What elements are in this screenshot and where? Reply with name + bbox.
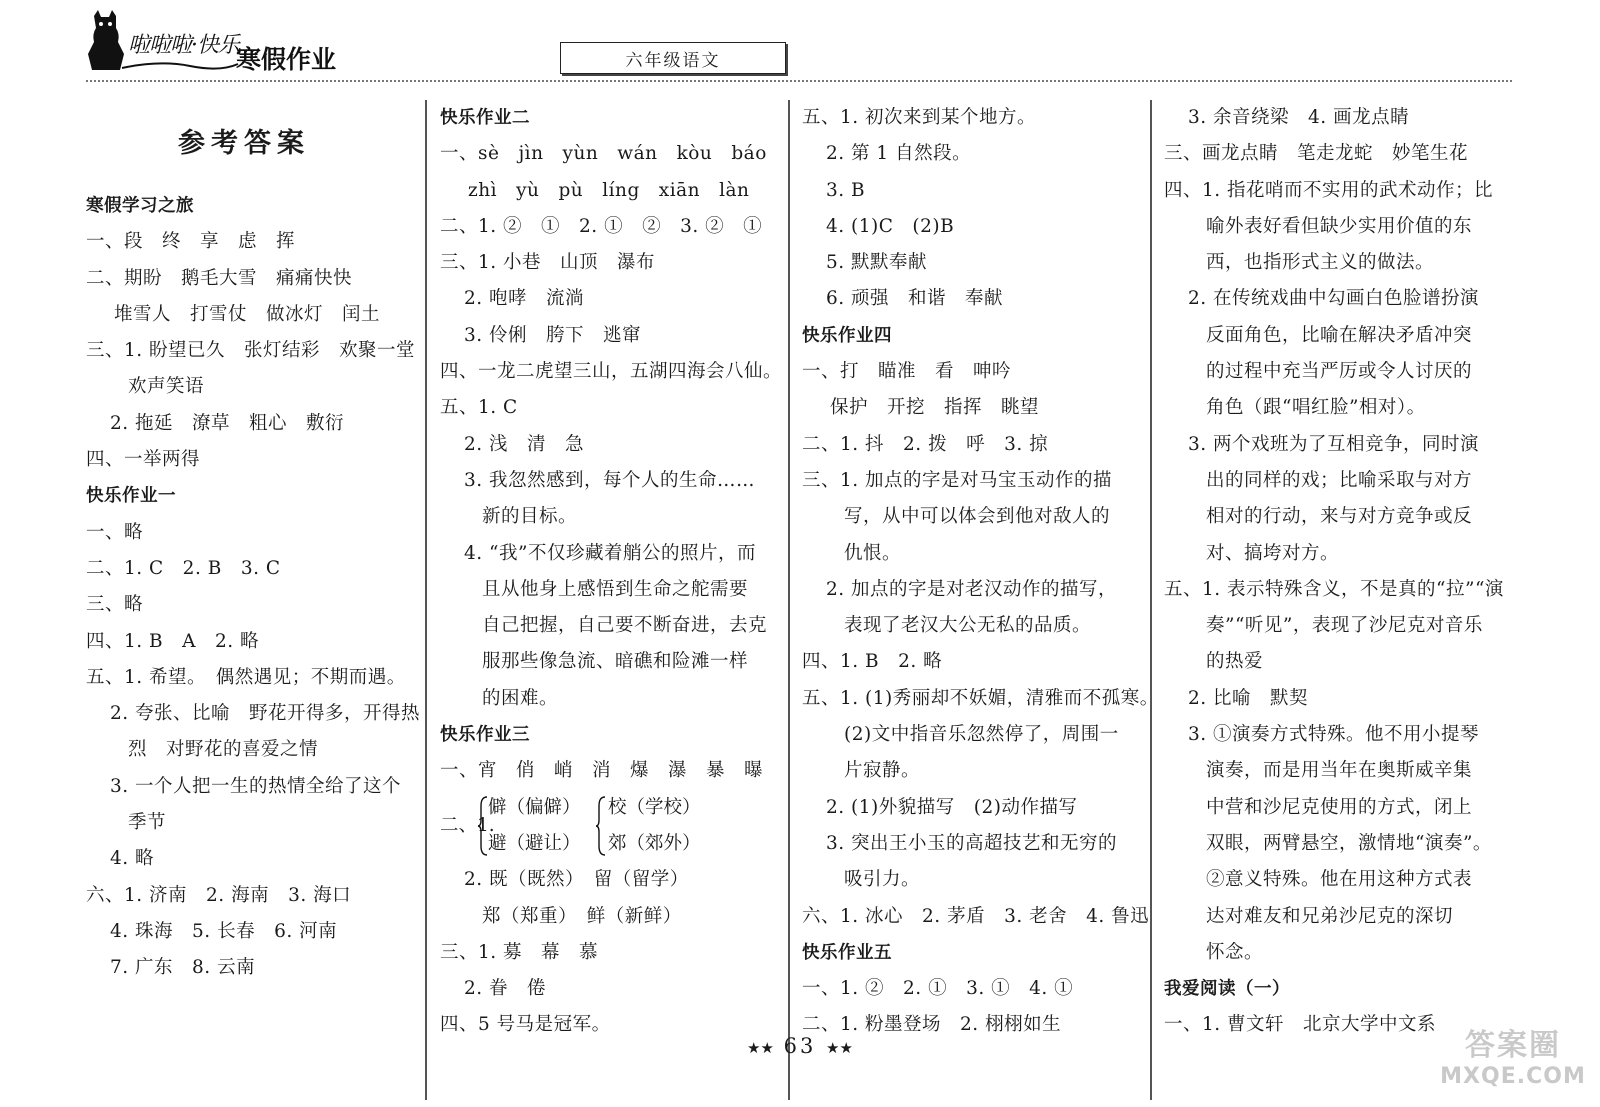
answer-line: 四、一举两得 <box>86 449 201 471</box>
answer-line: 2. 比喻 默契 <box>1188 687 1309 709</box>
answer-line: 一、1. 曹文轩 北京大学中文系 <box>1164 1014 1437 1036</box>
answer-line: 一、sè jìn yùn wán kòu báo <box>440 143 767 165</box>
brace-right-items <box>608 790 701 863</box>
answer-line: 2. 拖延 潦草 粗心 敷衍 <box>110 412 345 434</box>
left-brace-icon <box>478 796 488 856</box>
watermark-title: 答案圈 <box>1465 1028 1561 1063</box>
answer-line: 服那些像急流、暗礁和险滩一样 <box>482 651 749 673</box>
watermark-url: MXQE.COM <box>1440 1064 1586 1089</box>
answer-line: 三、1. 小巷 山顶 瀑布 <box>440 252 656 274</box>
answer-line: 保护 开挖 指挥 眺望 <box>830 397 1040 419</box>
answer-line: 4. 珠海 5. 长春 6. 河南 <box>110 920 338 942</box>
answer-line: 2. 在传统戏曲中勾画白色脸谱扮演 <box>1188 288 1480 310</box>
answer-line: 3. 两个戏班为了互相竞争，同时演 <box>1188 433 1480 455</box>
answer-line: 的过程中充当严厉或令人讨厌的 <box>1206 361 1473 383</box>
answer-line: 一、打 瞄准 看 呻吟 <box>802 361 1012 383</box>
brace-item: 僻（偏僻） <box>488 796 581 818</box>
answer-line: 三、1. 盼望已久 张灯结彩 欢聚一堂 <box>86 340 416 362</box>
answer-line: 出的同样的戏；比喻采取与对方 <box>1206 469 1473 491</box>
answer-line: 四、1. 指花哨而不实用的武术动作；比 <box>1164 179 1494 201</box>
answer-line: 五、1. C <box>440 397 518 419</box>
answer-line: 写，从中可以体会到他对敌人的 <box>844 506 1111 528</box>
answer-line: 奏”“听见”，表现了沙尼克对音乐 <box>1206 615 1483 637</box>
answer-line: 西，也指形式主义的做法。 <box>1206 252 1435 274</box>
answer-line: 2. 夸张、比喻 野花开得多，开得热 <box>110 703 421 725</box>
answer-line: 且从他身上感悟到生命之舵需要 <box>482 578 749 600</box>
answer-line: 5. 默默奉献 <box>826 252 928 274</box>
answer-line: 4. “我”不仅珍藏着艄公的照片，而 <box>464 542 756 564</box>
answer-line: 2. 既（既然） 留（留学） <box>464 869 689 891</box>
section-heading: 快乐作业五 <box>802 942 892 963</box>
answer-line: 表现了老汉大公无私的品质。 <box>844 615 1092 637</box>
answer-line: 6. 顽强 和谐 奉献 <box>826 288 1004 310</box>
answer-line: 二、1. C 2. B 3. C <box>86 557 281 579</box>
answer-line: 烈 对野花的喜爱之情 <box>128 739 319 761</box>
answer-line: 怀念。 <box>1206 941 1264 963</box>
answer-line: 3. 我忽然感到，每个人的生命…… <box>464 469 756 491</box>
answer-line: 2. 咆哮 流淌 <box>464 288 585 310</box>
answer-line: 三、略 <box>86 594 144 616</box>
answer-line: 2. 浅 清 急 <box>464 433 585 455</box>
brace-answer-group <box>440 790 780 863</box>
column-divider <box>788 100 790 1100</box>
brand-script: 啦啦啦·快乐 <box>128 33 239 58</box>
answer-column-3 <box>802 100 1159 1044</box>
page-number: 63 <box>783 1034 817 1058</box>
star-ornament-icon: ★★ <box>826 1039 853 1057</box>
answer-line: 三、1. 加点的字是对马宝玉动作的描 <box>802 469 1113 491</box>
answer-line: 4. 略 <box>110 848 155 870</box>
answer-line: 四、5 号马是冠军。 <box>440 1014 611 1036</box>
answer-line: 自己把握，自己要不断奋进，去克 <box>482 615 768 637</box>
section-heading: 我爱阅读（一） <box>1164 979 1290 1000</box>
brace-item: 校（学校） <box>608 796 701 818</box>
section-heading: 快乐作业一 <box>86 486 176 507</box>
answer-line: 3. 伶俐 胯下 逃窜 <box>464 324 642 346</box>
answer-line: 的困难。 <box>482 687 559 709</box>
answer-line: 五、1. (1)秀丽却不妖媚，清雅而不孤寒。 <box>802 687 1159 709</box>
answer-line: 郑（郑重） 鲜（新鲜） <box>482 905 682 927</box>
answer-line: 4. (1)C (2)B <box>826 215 955 237</box>
answer-line: 季节 <box>128 812 167 834</box>
answer-line: 三、画龙点睛 笔走龙蛇 妙笔生花 <box>1164 143 1469 165</box>
answer-line: ②意义特殊。他在用这种方式表 <box>1206 869 1473 891</box>
watermark-logo <box>1438 1020 1588 1102</box>
answer-line: 四、一龙二虎望三山，五湖四海会八仙。 <box>440 361 783 383</box>
answer-line: 2. 第 1 自然段。 <box>826 143 972 165</box>
answer-line: 四、1. B 2. 略 <box>802 651 943 673</box>
answer-line: 3. 突出王小玉的高超技艺和无穷的 <box>826 832 1118 854</box>
answer-line: 三、1. 募 幕 慕 <box>440 941 599 963</box>
answer-line: 角色（跟“唱红脸”相对）。 <box>1206 397 1426 419</box>
answer-line: 喻外表好看但缺少实用价值的东 <box>1206 215 1473 237</box>
answer-line: 五、1. 表示特殊含义，不是真的“拉”“演 <box>1164 578 1504 600</box>
answer-line: 2. 加点的字是对老汉动作的描写， <box>826 578 1118 600</box>
answer-line: 一、1. ② 2. ① 3. ① 4. ① <box>802 978 1074 1000</box>
answer-line: 一、段 终 享 虑 挥 <box>86 231 296 253</box>
answer-line: 达对难友和兄弟沙尼克的深切 <box>1206 905 1454 927</box>
brace-item: 郊（郊外） <box>608 832 701 854</box>
brace-left-items <box>488 790 581 863</box>
answer-line: 五、1. 希望。 偶然遇见；不期而遇。 <box>86 666 406 688</box>
answer-line: 7. 广东 8. 云南 <box>110 957 256 979</box>
brand-underline-swoosh <box>120 60 240 72</box>
brace-label: 二、1. <box>440 814 495 836</box>
answer-line: 堆雪人 打雪仗 做冰灯 闰土 <box>114 303 381 325</box>
page-title: 参考答案 <box>178 128 310 159</box>
answer-line: 五、1. 初次来到某个地方。 <box>802 107 1037 128</box>
brand-title: 寒假作业 <box>236 45 337 74</box>
page-header <box>0 0 1600 100</box>
answer-line: 二、1. ② ① 2. ① ② 3. ② ① <box>440 215 763 237</box>
answer-line: 仇恨。 <box>844 542 902 564</box>
answer-line: 新的目标。 <box>482 506 578 528</box>
answer-column-4 <box>1164 100 1504 1044</box>
answer-line: 2. (1)外貌描写 (2)动作描写 <box>826 796 1078 818</box>
column-divider <box>425 100 427 1100</box>
answer-line: 二、期盼 鹅毛大雪 痛痛快快 <box>86 267 353 289</box>
grade-subject-label: 六年级语文 <box>560 42 786 74</box>
brace-item: 避（避让） <box>488 832 581 854</box>
answer-line: 相对的行动，来与对方竞争或反 <box>1206 506 1473 528</box>
answer-line: zhì yù pù líng xiān làn <box>468 179 750 201</box>
answer-line: 双眼，两臂悬空，激情地“演奏”。 <box>1206 832 1492 854</box>
answer-line: 欢声笑语 <box>128 376 205 398</box>
answer-line: 3. 一个人把一生的热情全给了这个 <box>110 775 402 797</box>
answer-line: 中营和沙尼克使用的方式，闭上 <box>1206 796 1473 818</box>
answer-line: 二、1. 抖 2. 拨 呼 3. 掠 <box>802 433 1049 455</box>
answer-line: 一、略 <box>86 521 144 543</box>
answer-line: 对、搞垮对方。 <box>1206 542 1340 564</box>
section-heading: 寒假学习之旅 <box>86 196 194 216</box>
answer-column-1 <box>86 100 421 987</box>
answer-line: 演奏，而是用当年在奥斯威辛集 <box>1206 760 1473 782</box>
answer-line: 吸引力。 <box>844 869 921 891</box>
answer-line: (2)文中指音乐忽然停了，周围一 <box>844 724 1119 746</box>
section-heading: 快乐作业二 <box>440 108 530 128</box>
answer-line: 3. ①演奏方式特殊。他不用小提琴 <box>1188 724 1480 746</box>
answer-line: 片寂静。 <box>844 760 921 782</box>
answer-line: 的热爱 <box>1206 651 1264 673</box>
answer-column-2 <box>440 100 783 1044</box>
answer-line: 一、宵 俏 峭 消 爆 瀑 暴 曝 <box>440 760 764 782</box>
answer-line: 反面角色，比喻在解决矛盾冲突 <box>1206 324 1473 346</box>
column-divider <box>1150 100 1152 1100</box>
answer-line: 四、1. B A 2. 略 <box>86 630 260 652</box>
answer-line: 3. B <box>826 179 866 201</box>
section-heading: 快乐作业四 <box>802 325 892 346</box>
page-footer <box>0 1034 1600 1058</box>
answer-line: 六、1. 济南 2. 海南 3. 海口 <box>86 884 352 906</box>
answer-line: 2. 眷 倦 <box>464 978 547 1000</box>
answer-line: 3. 余音绕梁 4. 画龙点睛 <box>1188 107 1410 128</box>
answer-line: 二、1. 粉墨登场 2. 栩栩如生 <box>802 1014 1062 1036</box>
header-divider <box>86 80 1512 82</box>
answer-line: 六、1. 冰心 2. 茅盾 3. 老舍 4. 鲁迅 <box>802 905 1150 927</box>
section-heading: 快乐作业三 <box>440 725 530 746</box>
left-brace-icon <box>596 796 606 856</box>
star-ornament-icon: ★★ <box>747 1039 774 1057</box>
